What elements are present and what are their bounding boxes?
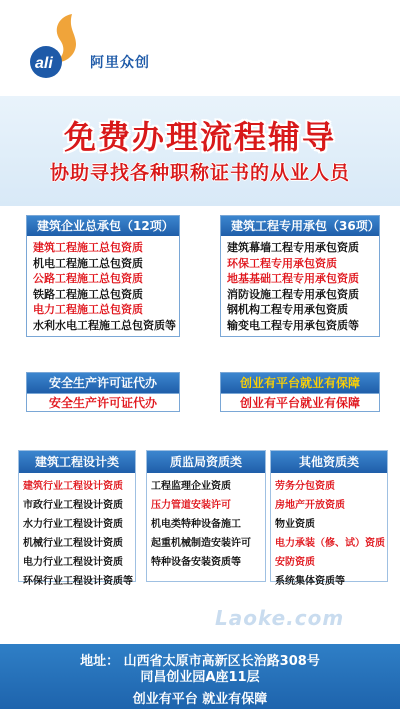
hero-subtitle: 协助寻找各种职称证书的从业人员 — [49, 162, 350, 184]
list-item: 电力行业工程设计资质 — [23, 557, 123, 568]
list-item: 电力承装（修、试）资质 — [275, 538, 385, 549]
list-item: 房地产开放资质 — [275, 500, 345, 511]
logo-mark-icon — [30, 12, 90, 84]
list-item: 特种设备安装资质等 — [151, 557, 241, 568]
footer-slogan: 创业有平台 就业有保障 — [132, 692, 268, 707]
panel-special-contracting — [220, 215, 380, 337]
list-item: 安防资质 — [275, 557, 315, 568]
column-list — [271, 473, 387, 595]
footer-address-line2: 同昌创业园A座11层 — [140, 670, 260, 685]
list-item: 压力管道安装许可 — [151, 500, 231, 511]
brand-name: 阿里众创 — [90, 55, 150, 71]
list-item: 环保行业工程设计资质等 — [23, 576, 133, 587]
watermark-text: Laoke.com — [215, 606, 345, 630]
panel-general-contracting — [26, 215, 180, 337]
svg-text:ali: ali — [35, 55, 53, 72]
list-item: 钢机构工程专用承包资质 — [227, 303, 348, 317]
list-item: 劳务分包资质 — [275, 481, 335, 492]
list-item: 输变电工程专用承包资质等 — [227, 318, 359, 332]
list-item: 机电类特种设备施工 — [151, 519, 241, 530]
list-item: 电力工程施工总包资质 — [33, 303, 143, 317]
column-header: 其他资质类 — [271, 451, 387, 473]
panel-safety-license — [26, 372, 180, 412]
header-area — [0, 0, 400, 96]
list-item: 铁路工程施工总包资质 — [33, 287, 143, 301]
list-item: 市政行业工程设计资质 — [23, 500, 123, 511]
list-item: 水利水电工程施工总包资质等 — [33, 318, 176, 332]
list-item: 环保工程专用承包资质 — [227, 256, 337, 270]
panel-header: 安全生产许可证代办 — [27, 373, 179, 393]
panel-list — [221, 236, 379, 338]
list-item: 系统集体资质等 — [275, 576, 345, 587]
panel-body-text: 安全生产许可证代办 — [27, 393, 179, 411]
panel-startup-platform — [220, 372, 380, 412]
brand-logo — [30, 12, 200, 90]
list-item: 建筑幕墙工程专用承包资质 — [227, 241, 359, 254]
footer-address-line1: 地址： 山西省太原市高新区长治路308号 — [80, 654, 320, 669]
list-item: 工程监理企业资质 — [151, 481, 231, 492]
column-list — [147, 473, 265, 576]
panel-body-text: 创业有平台就业有保障 — [221, 393, 379, 411]
list-item: 地基基础工程专用承包资质 — [227, 272, 359, 286]
column-list — [19, 473, 135, 595]
column-header: 质监局资质类 — [147, 451, 265, 473]
column-quality — [146, 450, 266, 582]
list-item: 机电工程施工总包资质 — [33, 256, 143, 270]
list-item: 物业资质 — [275, 519, 315, 530]
panel-header: 创业有平台就业有保障 — [221, 373, 379, 393]
footer — [0, 644, 400, 709]
list-item: 建筑工程施工总包资质 — [33, 241, 143, 254]
hero-title: 免费办理流程辅导 — [63, 118, 336, 156]
column-other — [270, 450, 388, 587]
column-design — [18, 450, 136, 587]
panel-header: 建筑工程专用承包（36项） — [221, 216, 379, 236]
column-header: 建筑工程设计类 — [19, 451, 135, 473]
panel-header: 建筑企业总承包（12项） — [27, 216, 179, 236]
panel-list — [27, 236, 179, 338]
list-item: 建筑行业工程设计资质 — [23, 481, 123, 492]
list-item: 公路工程施工总包资质 — [33, 272, 143, 286]
list-item: 起重机械制造安装许可 — [151, 538, 251, 549]
list-item: 水力行业工程设计资质 — [23, 519, 123, 530]
list-item: 消防设施工程专用承包资质 — [227, 287, 359, 301]
list-item: 机械行业工程设计资质 — [23, 538, 123, 549]
